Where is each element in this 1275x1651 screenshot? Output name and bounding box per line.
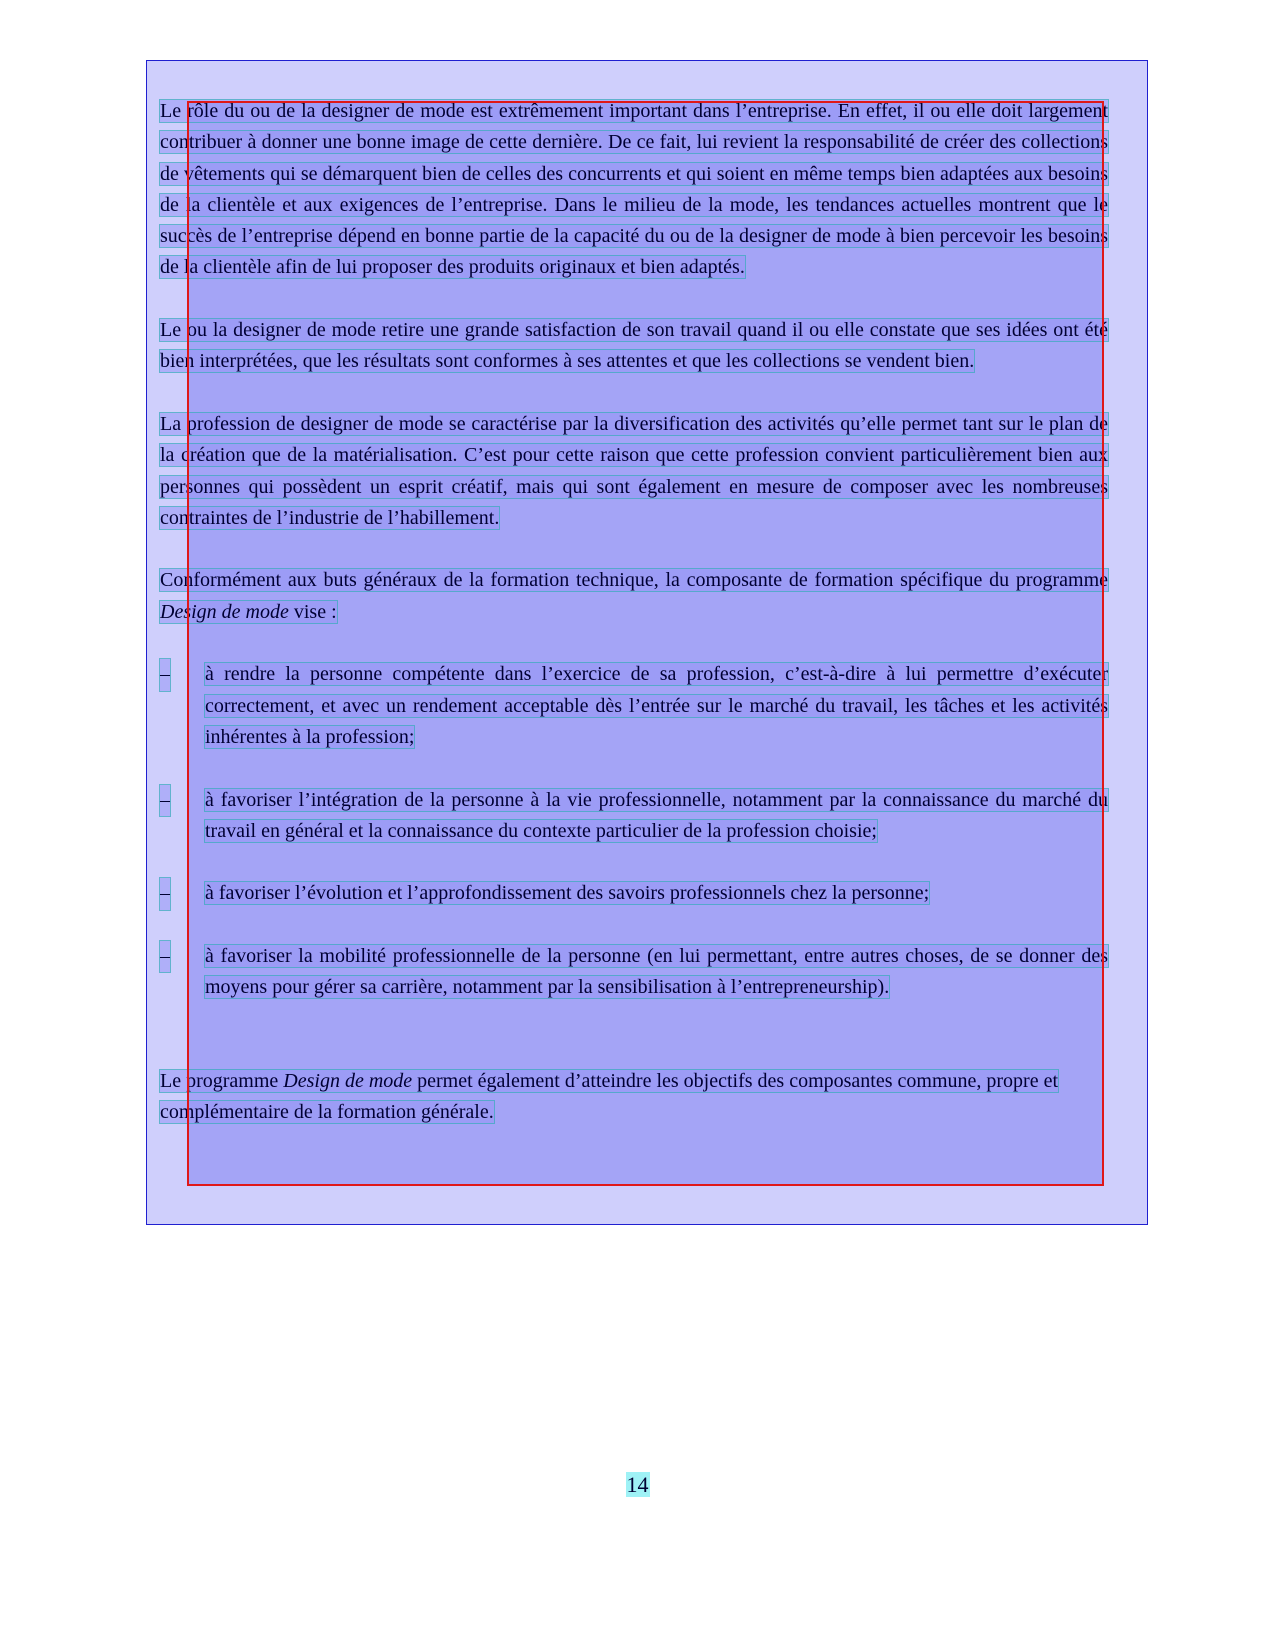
bullet-marker: – [160, 785, 170, 816]
list-item [160, 659, 1108, 753]
list-item [160, 785, 1108, 848]
intro-text-start: Conformément aux buts généraux de la formation technique, la composante de formation spécifique du programme [160, 569, 1108, 592]
paragraph-profession: La profession de designer de mode se caractérise par la diversification des activités qu’elle permet tant sur le plan de la création que de la matérialisation. C’est pour cette raison que cette profession convient particulièrement bien aux personnes qui possèdent un esprit créatif, mais qui sont également en mesure de composer avec les nombreuses contraintes de l’industrie de l’habillement. [160, 412, 1108, 529]
program-title: Design de mode [160, 600, 289, 623]
paragraph-role: Le rôle du ou de la designer de mode est extrêmement important dans l’entreprise. En effet, il ou elle doit largement contribuer à donner une bonne image de cette dernière. De ce fait, lui revient la responsabilité de créer des collections de vêtements qui se démarquent bien de celles des concurrents et qui soient en même temps bien adaptées aux besoins de la clientèle et aux exigences de l’entreprise. Dans le milieu de la mode, les tendances actuelles montrent que le succès de l’entreprise dépend en bonne partie de la capacité du ou de la designer de mode à bien percevoir les besoins de la clientèle afin de lui proposer des produits originaux et bien adaptés. [160, 100, 1108, 279]
paragraph-program-intro [160, 565, 1108, 628]
page-number: 14 [626, 1472, 649, 1497]
intro-text-end: vise : [288, 600, 337, 623]
closing-text-end: permet également d’atteindre les objectifs des composantes commune, propre et complémentaire de la formation générale. [160, 1069, 1059, 1124]
closing-text-start: Le programme [160, 1069, 284, 1092]
paragraph-closing [160, 1066, 1108, 1129]
paragraph-satisfaction: Le ou la designer de mode retire une grande satisfaction de son travail quand il ou elle constate que ses idées ont été bien interprétées, que les résultats sont conformes à ses attentes et que les collections se vendent bien. [160, 319, 1108, 373]
list-item [160, 878, 1108, 909]
document-body [160, 96, 1108, 1129]
list-item [160, 941, 1108, 1004]
bullet-text: à favoriser l’intégration de la personne à la vie professionnelle, notamment par la connaissance du marché du travail en général et la connaissance du contexte particulier de la profession choisie; [205, 788, 1108, 842]
bullet-text: à favoriser la mobilité professionnelle de la personne (en lui permettant, entre autres choses, de se donner des moyens pour gérer sa carrière, notamment par la sensibilisation à l’entrepreneurship). [205, 945, 1108, 999]
bullet-marker: – [160, 941, 170, 972]
bullet-text: à favoriser l’évolution et l’approfondissement des savoirs professionnels chez la personne; [205, 882, 930, 905]
program-title: Design de mode [283, 1069, 413, 1092]
spacer [160, 1035, 1108, 1066]
bullet-text: à rendre la personne compétente dans l’exercice de sa profession, c’est-à-dire à lui permettre d’exécuter correctement, et avec un rendement acceptable dès l’entrée sur le marché du travail, les tâches et les activités inhérentes à la profession; [205, 663, 1108, 748]
bullet-marker: – [160, 659, 170, 690]
bullet-marker: – [160, 878, 170, 909]
